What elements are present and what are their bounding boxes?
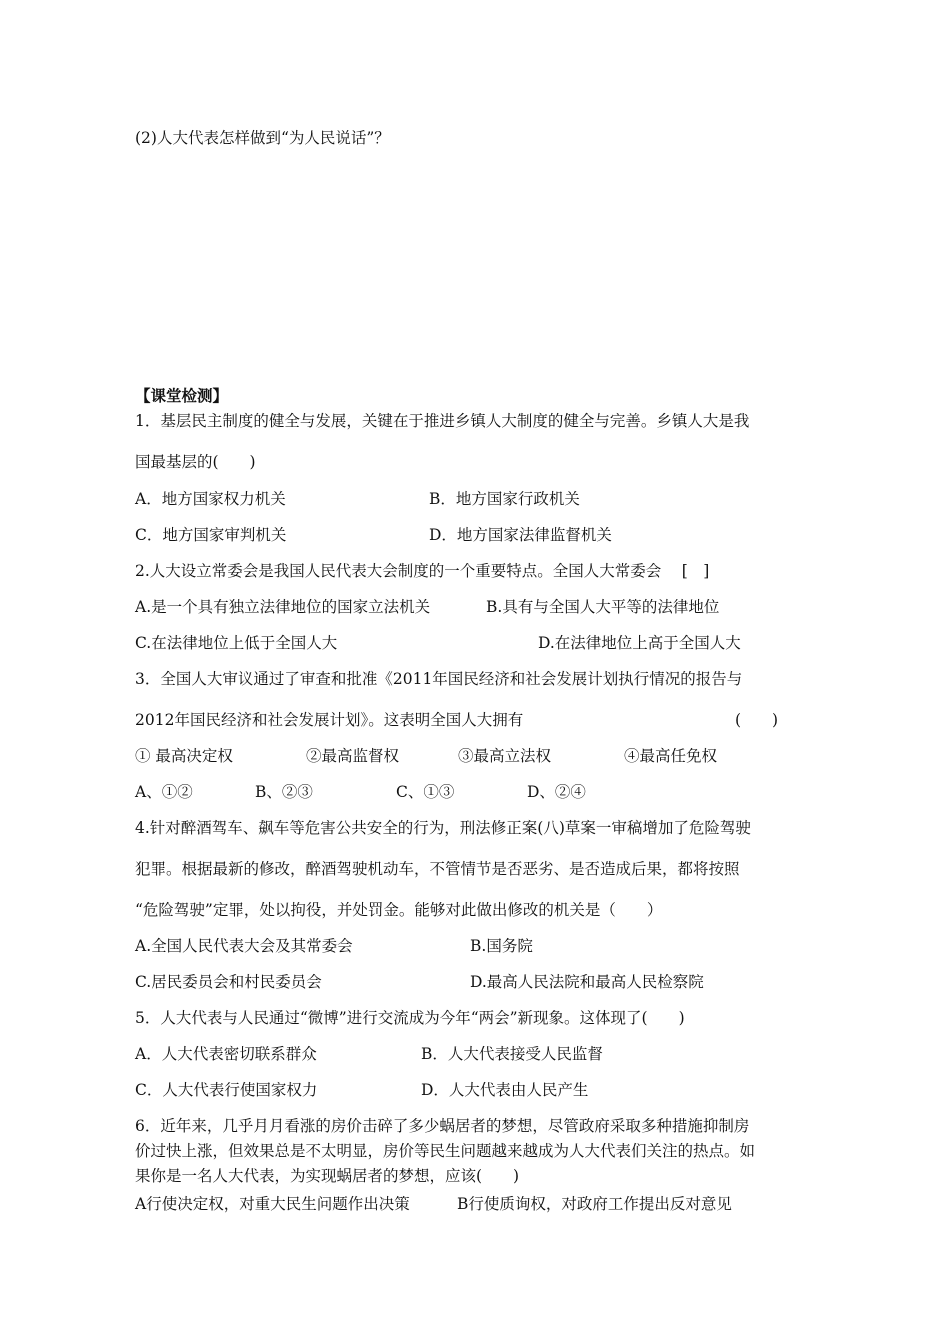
question-2-text: (2)人大代表怎样做到“为人民说话”？ (135, 129, 390, 147)
q6-option-b: B行使质询权，对政府工作提出反对意见 (457, 1195, 732, 1213)
q6-stem-line2: 价过快上涨，但效果总是不太明显，房价等民生问题越来越成为人大代表们关注的热点。如 (135, 1142, 756, 1160)
q4-option-b: B.国务院 (470, 937, 533, 955)
q2-stem: 2.人大设立常委会是我国人民代表大会制度的一个重要特点。全国人大常委会 [ ] (135, 562, 710, 580)
q1-option-a: A．地方国家权力机关 (135, 490, 286, 508)
q3-item-3: ③最高立法权 (458, 747, 552, 765)
q3-option-d: D、②④ (527, 783, 586, 801)
q5-option-b: B．人大代表接受人民监督 (421, 1045, 603, 1063)
q6-stem-line3: 果你是一名人大代表，为实现蜗居者的梦想，应该( ) (135, 1167, 520, 1185)
q3-item-1: ① 最高决定权 (135, 747, 233, 765)
q3-stem-line1: 3．全国人大审议通过了审查和批准《2011年国民经济和社会发展计划执行情况的报告与 (135, 670, 743, 688)
q4-stem-line2: 犯罪。根据最新的修改，醉酒驾驶机动车，不管情节是否恶劣、是否造成后果，都将按照 (135, 860, 740, 878)
q3-stem-line2: 2012年国民经济和社会发展计划》。这表明全国人大拥有 (135, 711, 524, 729)
q2-option-a: A.是一个具有独立法律地位的国家立法机关 (135, 598, 431, 616)
q2-option-b: B.具有与全国人大平等的法律地位 (486, 598, 720, 616)
section-title: 【课堂检测】 (135, 386, 229, 405)
q1-option-c: C．地方国家审判机关 (135, 526, 287, 544)
q1-stem-line1: 1．基层民主制度的健全与发展，关键在于推进乡镇人大制度的健全与完善。乡镇人大是我 (135, 412, 750, 430)
q6-stem-line1: 6．近年来，几乎月月看涨的房价击碎了多少蜗居者的梦想，尽管政府采取多种措施抑制房 (135, 1117, 750, 1135)
q1-stem-line2: 国最基层的( ) (135, 453, 256, 471)
q4-stem-line1: 4.针对醉酒驾车、飙车等危害公共安全的行为，刑法修正案(八)草案一审稿增加了危险驾驶 (135, 819, 751, 837)
q1-option-d: D．地方国家法律监督机关 (429, 526, 612, 544)
q5-option-d: D．人大代表由人民产生 (421, 1081, 589, 1099)
q3-answer-bracket: ( ) (735, 711, 779, 729)
q5-stem: 5．人大代表与人民通过“微博”进行交流成为今年“两会”新现象。这体现了( ) (135, 1009, 685, 1027)
q3-option-c: C、①③ (396, 783, 455, 801)
q4-stem-line3: “危险驾驶”定罪，处以拘役，并处罚金。能够对此做出修改的机关是（ ） (135, 901, 663, 919)
q4-option-c: C.居民委员会和村民委员会 (135, 973, 322, 991)
q2-option-d: D.在法律地位上高于全国人大 (538, 634, 741, 652)
q2-option-c: C.在法律地位上低于全国人大 (135, 634, 338, 652)
q4-option-d: D.最高人民法院和最高人民检察院 (470, 973, 704, 991)
q3-item-2: ②最高监督权 (306, 747, 400, 765)
q1-option-b: B．地方国家行政机关 (429, 490, 580, 508)
q5-option-a: A．人大代表密切联系群众 (135, 1045, 317, 1063)
q3-option-a: A、①② (135, 783, 193, 801)
q5-option-c: C．人大代表行使国家权力 (135, 1081, 318, 1099)
q6-option-a: A行使决定权，对重大民生问题作出决策 (135, 1195, 410, 1213)
q3-option-b: B、②③ (255, 783, 313, 801)
q4-option-a: A.全国人民代表大会及其常委会 (135, 937, 353, 955)
q3-item-4: ④最高任免权 (624, 747, 718, 765)
